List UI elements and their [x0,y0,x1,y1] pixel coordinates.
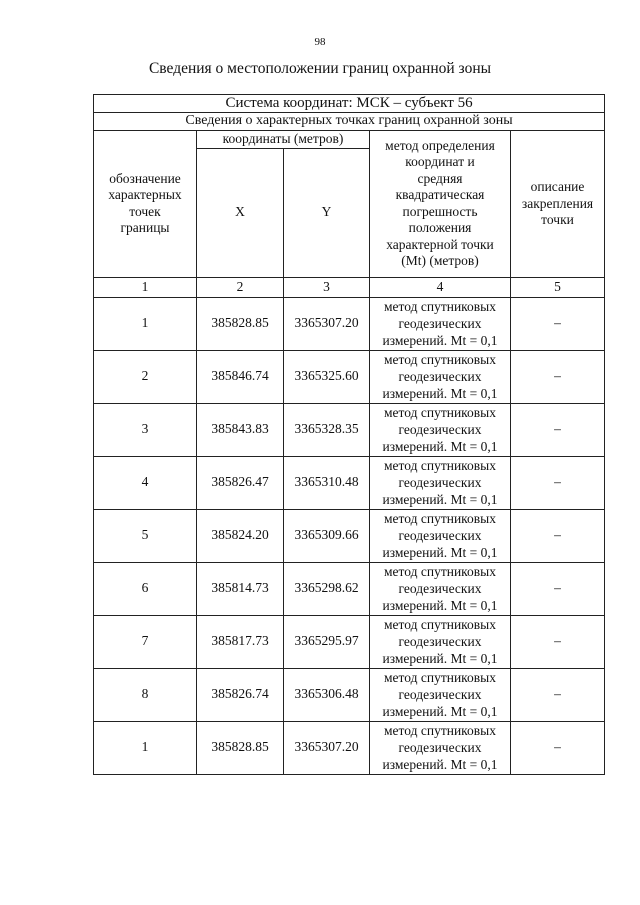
method-line: измерений. Mt = 0,1 [382,704,498,719]
cell-point: 1 [94,297,197,350]
header-line: точек [129,203,161,219]
method-line: геодезических [398,687,482,702]
cell-method [370,509,511,562]
cell-y: 3365325.60 [284,350,370,403]
table-row [94,615,605,668]
header-line: границы [120,220,170,236]
method-line: геодезических [398,740,482,755]
cell-description: – [511,509,605,562]
table-row [94,297,605,350]
cell-x: 385826.47 [197,456,284,509]
cell-description: – [511,668,605,721]
header-description [511,131,605,278]
method-line: геодезических [398,475,482,490]
column-number: 4 [370,277,511,297]
method-line: метод спутниковых [384,617,496,632]
cell-description: – [511,350,605,403]
method-line: метод спутниковых [384,723,496,738]
method-line: метод спутниковых [384,299,496,314]
column-number-row [94,277,605,297]
header-line: координат и [405,154,475,170]
cell-point: 5 [94,509,197,562]
table-subtitle: Сведения о характерных точках границ охранной зоны [94,113,605,131]
cell-method [370,668,511,721]
header-coordinates-group: координаты (метров) [197,131,370,149]
header-x: X [197,148,284,277]
method-line: измерений. Mt = 0,1 [382,545,498,560]
coordinate-system-row [94,95,605,113]
cell-point: 2 [94,350,197,403]
cell-y: 3365295.97 [284,615,370,668]
header-line: описание [530,179,585,194]
cell-y: 3365307.20 [284,297,370,350]
column-number: 3 [284,277,370,297]
cell-method [370,562,511,615]
cell-method [370,350,511,403]
cell-description: – [511,297,605,350]
cell-x: 385824.20 [197,509,284,562]
method-line: метод спутниковых [384,405,496,420]
cell-y: 3365298.62 [284,562,370,615]
method-line: геодезических [398,634,482,649]
cell-y: 3365310.48 [284,456,370,509]
cell-x: 385814.73 [197,562,284,615]
header-line: закрепления [521,195,594,211]
method-line: метод спутниковых [384,352,496,367]
document-title: Сведения о местоположении границ охранной зоны [148,60,492,77]
cell-y: 3365328.35 [284,403,370,456]
cell-point: 1 [94,721,197,774]
cell-x: 385846.74 [197,350,284,403]
method-line: измерений. Mt = 0,1 [382,492,498,507]
cell-method [370,456,511,509]
header-line: характерных [108,187,182,203]
method-line: измерений. Mt = 0,1 [382,439,498,454]
column-number: 2 [197,277,284,297]
coordinates-table [93,94,605,775]
cell-description: – [511,456,605,509]
cell-x: 385828.85 [197,721,284,774]
method-line: геодезических [398,422,482,437]
cell-point: 4 [94,456,197,509]
method-line: метод спутниковых [384,564,496,579]
method-line: метод спутниковых [384,458,496,473]
cell-x: 385843.83 [197,403,284,456]
method-line: метод спутниковых [384,670,496,685]
table-subtitle-row [94,113,605,131]
column-number: 5 [511,277,605,297]
cell-description: – [511,403,605,456]
table-row [94,350,605,403]
method-line: измерений. Mt = 0,1 [382,598,498,613]
table-row [94,668,605,721]
cell-x: 385826.74 [197,668,284,721]
header-line: (Mt) (метров) [401,253,479,269]
cell-method [370,297,511,350]
method-line: геодезических [398,528,482,543]
method-line: геодезических [398,316,482,331]
header-line: средняя [417,170,463,186]
column-number: 1 [94,277,197,297]
cell-description: – [511,615,605,668]
method-line: измерений. Mt = 0,1 [382,333,498,348]
cell-x: 385817.73 [197,615,284,668]
cell-point: 7 [94,615,197,668]
cell-method [370,615,511,668]
method-line: метод спутниковых [384,511,496,526]
header-method [370,131,511,278]
header-line: метод определения [385,137,495,153]
table-row [94,456,605,509]
header-line: характерной точки [386,236,494,252]
table-row [94,509,605,562]
header-y: Y [284,148,370,277]
header-line: квадратическая [395,187,485,203]
page-number: 98 [314,36,326,48]
cell-y: 3365309.66 [284,509,370,562]
table-row [94,721,605,774]
method-line: геодезических [398,369,482,384]
cell-y: 3365307.20 [284,721,370,774]
method-line: геодезических [398,581,482,596]
header-line: обозначение [109,170,181,186]
method-line: измерений. Mt = 0,1 [382,386,498,401]
coordinate-system-title: Система координат: МСК – субъект 56 [94,95,605,113]
header-row-top [94,131,605,149]
method-line: измерений. Mt = 0,1 [382,757,498,772]
header-line: погрешность [402,203,478,219]
header-line: точки [541,212,574,227]
cell-point: 3 [94,403,197,456]
method-line: измерений. Mt = 0,1 [382,651,498,666]
table-row [94,403,605,456]
cell-method [370,403,511,456]
cell-x: 385828.85 [197,297,284,350]
cell-description: – [511,562,605,615]
cell-method [370,721,511,774]
cell-point: 8 [94,668,197,721]
header-line: положения [408,220,472,236]
table-row [94,562,605,615]
cell-description: – [511,721,605,774]
cell-point: 6 [94,562,197,615]
cell-y: 3365306.48 [284,668,370,721]
header-point-designation [94,131,197,278]
